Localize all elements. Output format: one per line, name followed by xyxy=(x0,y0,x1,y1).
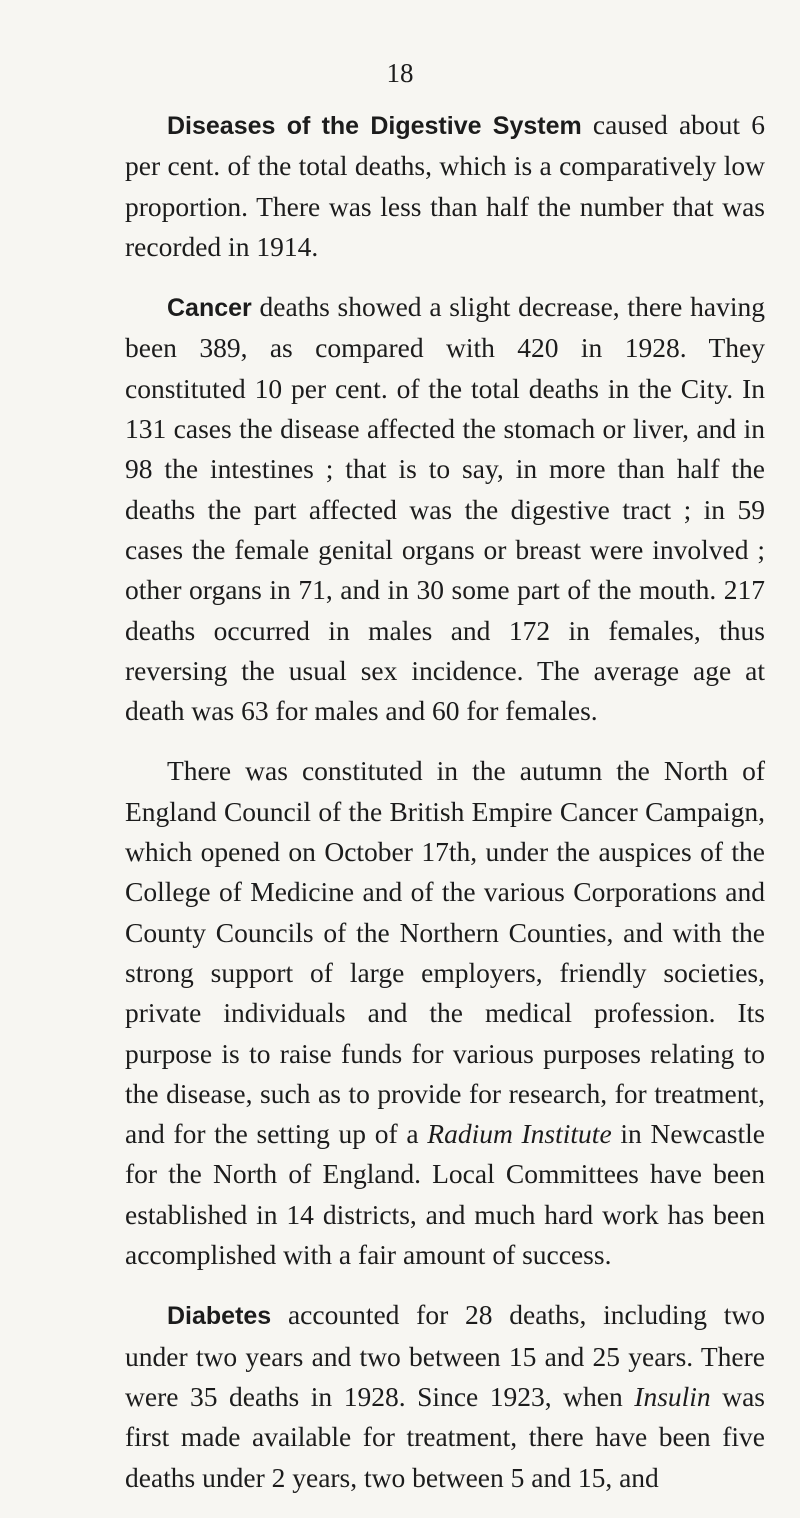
paragraph-text: was first made available for treatment, there have been five deaths under 2 years, two between 5 and 15, and xyxy=(125,1380,765,1493)
paragraph-text: There was constituted in the autumn the North of England Council of the British Empire Cancer Campaign, which opened on October 17th, under the auspices of the College of Medicine and of the various Corporations and County Councils of the Northern Counties, and with the strong support of large employers, friendly societies, private individuals and the medical profession. Its purpose is to raise funds for various purposes relating to the disease, such as to provide for research, for treatment, and for the setting up of a xyxy=(125,755,765,1150)
body-text xyxy=(125,105,765,1518)
paragraph-text: caused about 6 per cent. of the total deaths, which is a comparatively low proportion. There was less than half the number that was recorded in 1914. xyxy=(125,109,765,262)
paragraph-text: deaths showed a slight decrease, there having been 389, as compared with 420 in 1928. They constituted 10 per cent. of the total deaths in the City. In 131 cases the disease affected the stomach or liver, and in 98 the intestines ; that is to say, in more than half the deaths the part affected was the digestive tract ; in 59 cases the female genital organs or breast were involved ; other organs in 71, and in 30 some part of the mouth. 217 deaths occurred in males and 172 in females, thus reversing the usual sex incidence. The average age at death was 63 for males and 60 for females. xyxy=(125,291,765,727)
paragraph-cancer xyxy=(125,287,765,731)
paragraph-text: in Newcastle for the North of England. Local Committees have been established in 14 districts, and much hard work has been accomplished with a fair amount of success. xyxy=(125,1118,765,1271)
heading-cancer: Cancer xyxy=(167,294,252,323)
italic-radium-institute: Radium Institute xyxy=(427,1118,612,1150)
paragraph-text: accounted for 28 deaths, including two under two years and two between 15 and 25 years. There were 35 deaths in 1928. Since 1923, when xyxy=(125,1299,765,1412)
paragraph-diabetes xyxy=(125,1295,765,1497)
paragraph-cancer-campaign xyxy=(125,751,765,1275)
italic-insulin: Insulin xyxy=(634,1380,711,1412)
paragraph-digestive-diseases xyxy=(125,105,765,267)
heading-diabetes: Diabetes xyxy=(167,1302,272,1331)
heading-digestive-system: Diseases of the Digestive System xyxy=(167,112,582,140)
page-number: 18 xyxy=(386,58,414,88)
